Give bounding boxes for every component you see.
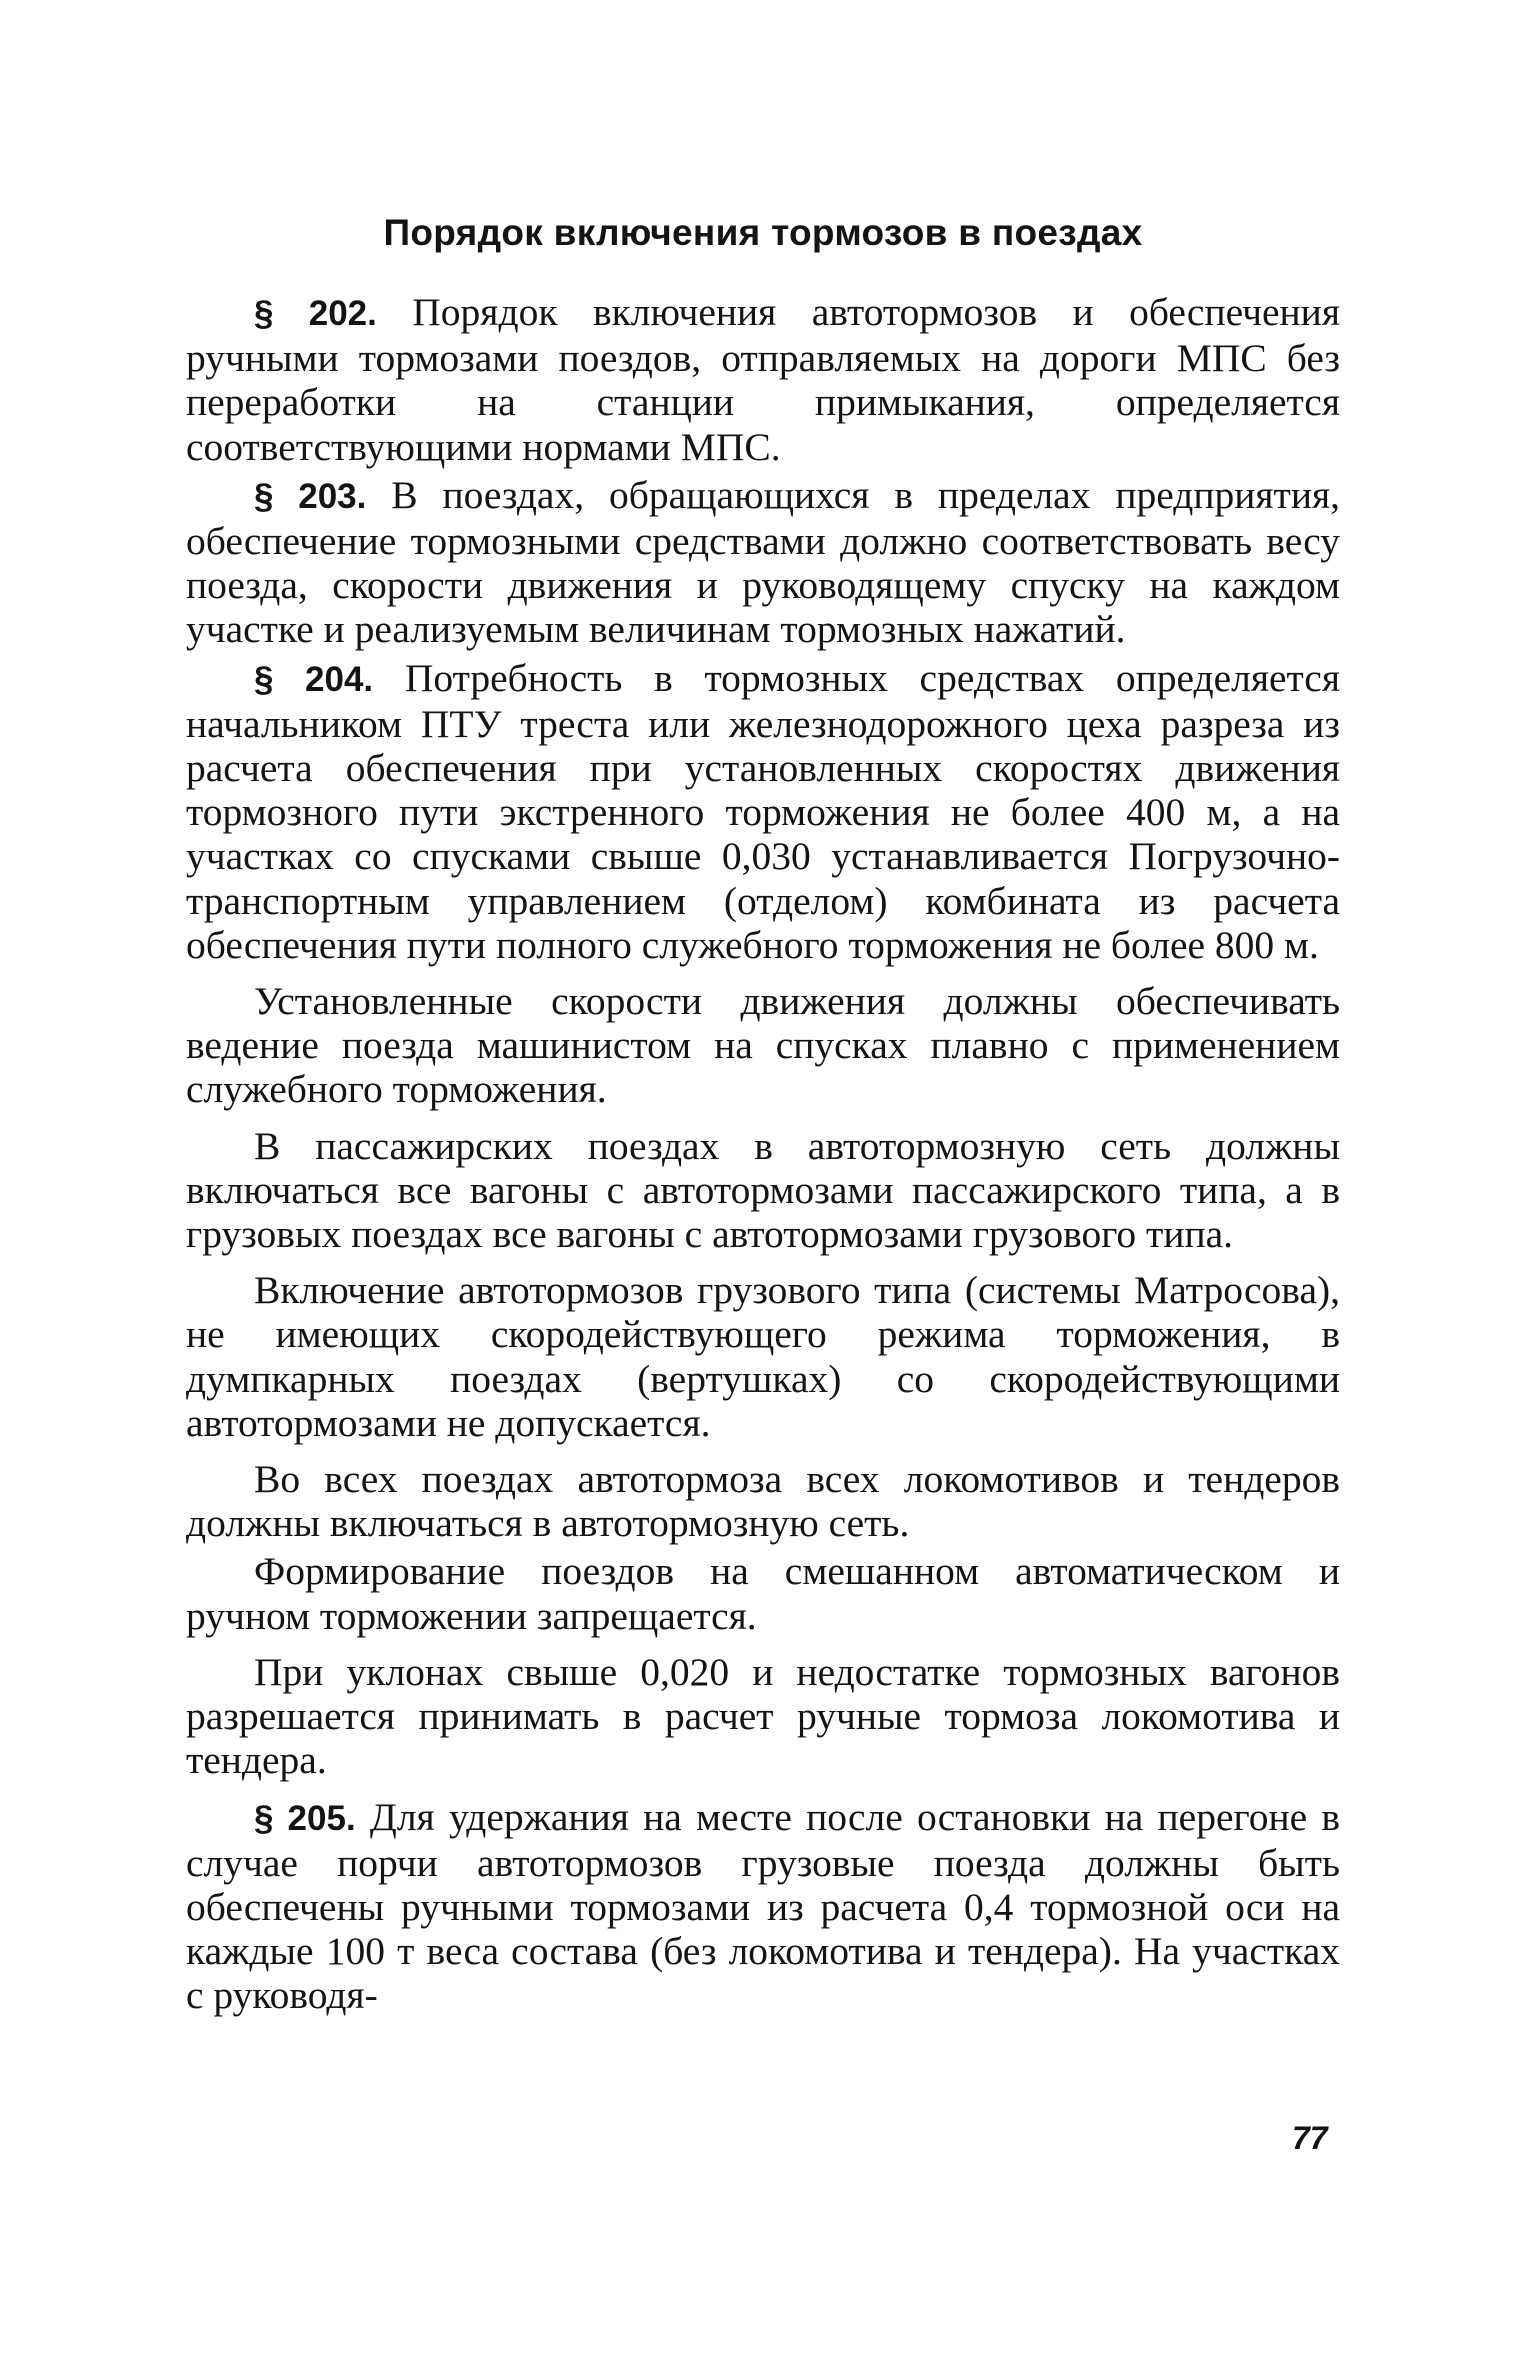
paragraph-passenger	[186, 1124, 1340, 1257]
paragraph-text: Порядок включения автотормозов и обеспечения ручными тормозами поездов, отправляемых на дороги МПС без переработки на станции примыкания, определяется соответствующими нормами МПС.	[186, 290, 1340, 469]
paragraph-202	[186, 290, 1340, 469]
paragraph-text: Потребность в тормозных средствах определяется начальником ПТУ треста или железнодорожного цеха разреза из расчета обеспечения при установленных скоростях движения тормозного пути экстренного торможения не более 400 м, а на участках со спусками свыше 0,030 устанавливается Погрузочно-транспортным управлением (отделом) комбината из расчета обеспечения пути полного служебного торможения не более 800 м.	[186, 655, 1340, 967]
page-number: 77	[1292, 2120, 1328, 2156]
paragraph-speeds	[186, 979, 1340, 1112]
paragraph-text: В поездах, обращающихся в пределах предприятия, обеспечение тормозными средствами должно соответствовать весу поезда, скорости движения и руководящему спуску на каждом участке и реализуемым величинам тормозных нажатий.	[186, 472, 1341, 652]
paragraph-203	[186, 473, 1340, 652]
section-number: § 202.	[254, 294, 377, 333]
paragraph-locomotives	[186, 1457, 1340, 1545]
paragraph-205	[186, 1795, 1340, 2018]
page-body	[186, 212, 1340, 2018]
paragraph-text: При уклонах свыше 0,020 и недостатке тормозных вагонов разрешается принимать в расчет ручные тормоза локомотива и тендера.	[186, 1649, 1340, 1783]
paragraph-text: Для удержания на месте после остановки на перегоне в случае порчи автотормозов грузовые поезда должны быть обеспечены ручными тормозами из расчета 0,4 тормозной оси на каждые 100 т веса состава (без локомотива и тендера). На участках с руководя-	[186, 1794, 1340, 2018]
paragraph-text: Во всех поездах автотормоза всех локомотивов и тендеров должны включаться в автотормозную сеть.	[186, 1457, 1340, 1546]
paragraph-text: Формирование поездов на смешанном автоматическом и ручном торможении запрещается.	[186, 1549, 1340, 1638]
paragraph-matrosov	[186, 1268, 1340, 1445]
paragraph-text: Включение автотормозов грузового типа (системы Матросова), не имеющих скородействующего режима торможения, в думпкарных поездах (вертушках) со скородействующими автотормозами не допускается.	[186, 1268, 1340, 1445]
paragraph-204	[186, 656, 1340, 967]
paragraph-text: Установленные скорости движения должны обеспечивать ведение поезда машинистом на спусках плавно с применением служебного торможения.	[186, 979, 1340, 1112]
section-number: § 204.	[254, 659, 374, 699]
section-number: § 203.	[254, 476, 367, 516]
paragraph-gradients	[186, 1650, 1340, 1783]
section-number: § 205.	[254, 1798, 356, 1838]
paragraph-mixed-braking	[186, 1549, 1340, 1637]
paragraph-text: В пассажирских поездах в автотормозную сеть должны включаться все вагоны с автотормозами пассажирского типа, а в грузовых поездах все вагоны с автотормозами грузового типа.	[186, 1123, 1340, 1257]
section-heading: Порядок включения тормозов в поездах	[383, 212, 1143, 253]
